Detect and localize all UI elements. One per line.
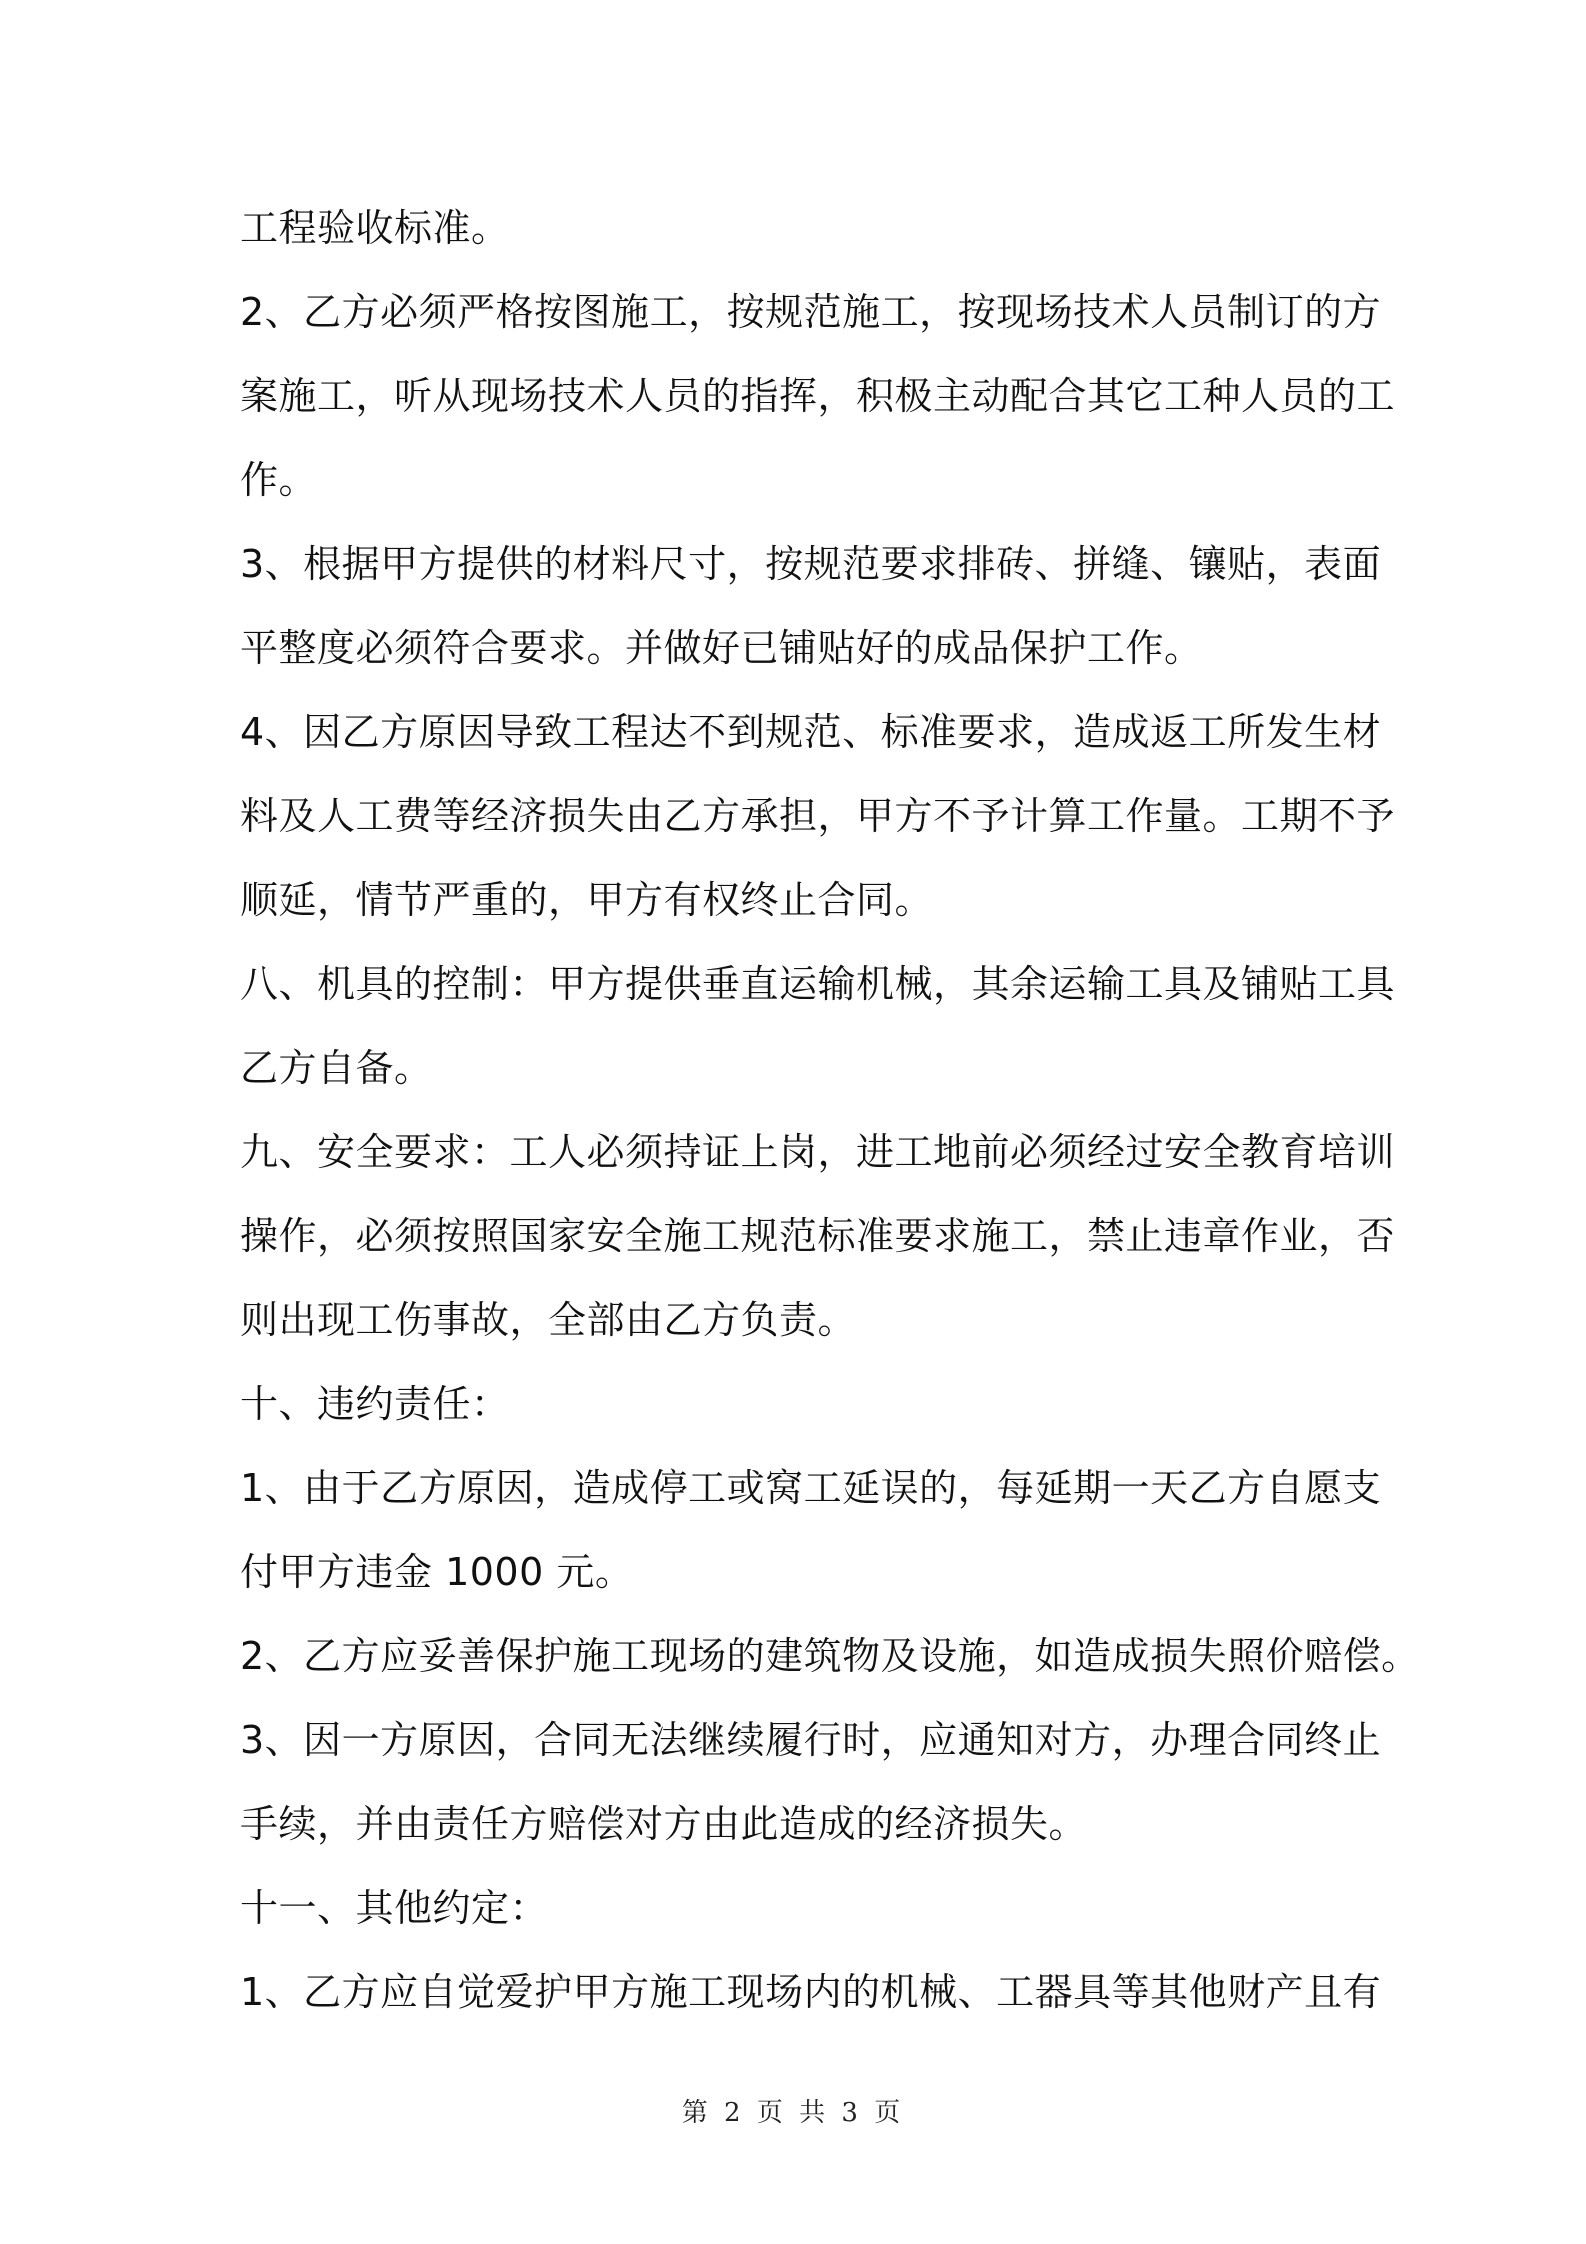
text-line-10: 八、机具的控制：甲方提供垂直运输机械，其余运输工具及铺贴工具 <box>240 962 1396 1006</box>
text-line-18: 2、乙方应妥善保护施工现场的建筑物及设施，如造成损失照价赔偿。 <box>240 1634 1420 1678</box>
text-line-1: 工程验收标准。 <box>240 206 510 250</box>
text-line-12: 九、安全要求：工人必须持证上岗，进工地前必须经过安全教育培训 <box>240 1130 1396 1174</box>
text-line-2: 2、乙方必须严格按图施工，按规范施工，按现场技术人员制订的方 <box>240 290 1382 334</box>
text-line-4: 作。 <box>240 458 318 502</box>
text-line-16: 1、由于乙方原因，造成停工或窝工延误的，每延期一天乙方自愿支 <box>240 1466 1382 1510</box>
body-text <box>240 186 1420 2034</box>
text-line-21: 十一、其他约定： <box>240 1886 549 1930</box>
text-line-7: 4、因乙方原因导致工程达不到规范、标准要求，造成返工所发生材 <box>240 710 1382 754</box>
text-line-13: 操作，必须按照国家安全施工规范标准要求施工，禁止违章作业，否 <box>240 1214 1396 1258</box>
text-line-15: 十、违约责任： <box>240 1382 510 1426</box>
text-line-20: 手续，并由责任方赔偿对方由此造成的经济损失。 <box>240 1802 1088 1846</box>
text-line-8: 料及人工费等经济损失由乙方承担，甲方不予计算工作量。工期不予 <box>240 794 1396 838</box>
text-line-3: 案施工，听从现场技术人员的指挥，积极主动配合其它工种人员的工 <box>240 374 1396 418</box>
text-line-14: 则出现工伤事故，全部由乙方负责。 <box>240 1298 857 1342</box>
text-line-11: 乙方自备。 <box>240 1046 433 1090</box>
text-line-6: 平整度必须符合要求。并做好已铺贴好的成品保护工作。 <box>240 626 1203 670</box>
text-line-19: 3、因一方原因，合同无法继续履行时，应通知对方，办理合同终止 <box>240 1718 1382 1762</box>
text-line-9: 顺延，情节严重的，甲方有权终止合同。 <box>240 878 934 922</box>
page-footer: 第 2 页 共 3 页 <box>681 2098 905 2128</box>
text-line-17: 付甲方违金 1000 元。 <box>240 1550 634 1594</box>
text-line-22: 1、乙方应自觉爱护甲方施工现场内的机械、工器具等其他财产且有 <box>240 1970 1382 2014</box>
text-line-5: 3、根据甲方提供的材料尺寸，按规范要求排砖、拼缝、镶贴，表面 <box>240 542 1382 586</box>
